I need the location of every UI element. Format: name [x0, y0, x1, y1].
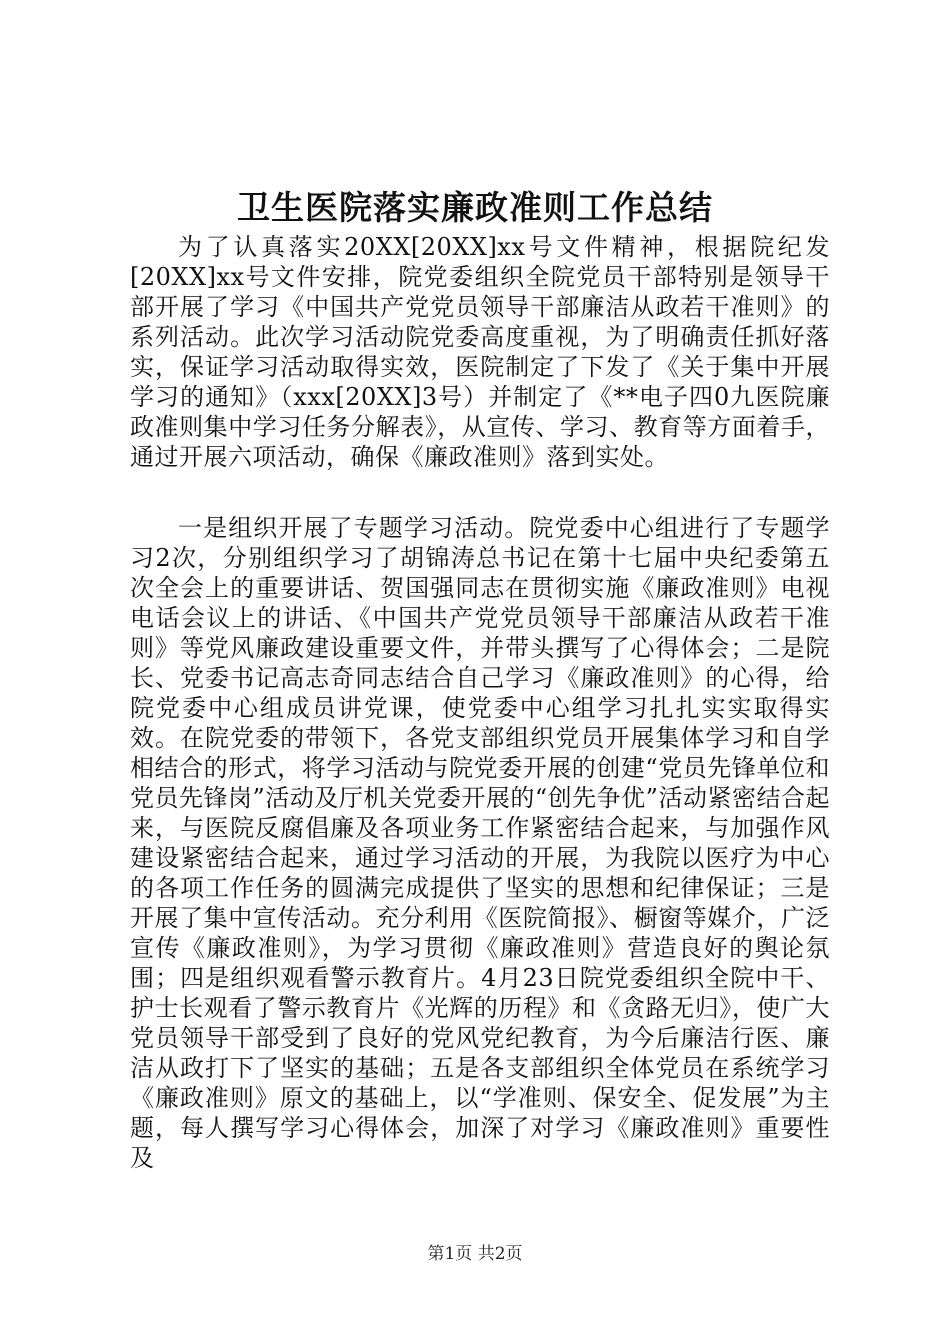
paragraph-intro: 为了认真落实20XX[20XX]xx号文件精神，根据院纪发[20XX]xx号文件安排，院党委组织全院党员干部特别是领导干部开展了学习《中国共产党党员领导干部廉洁从政若干准则》的系列活动。此次学习活动院党委高度重视，为了明确责任抓好落实，保证学习活动取得实效，医院制定了下发了《关于集中开展学习的通知》（xxx[20XX]3号）并制定了《**电子四0九医院廉政准则集中学习任务分解表》，从宣传、学习、教育等方面着手，通过开展六项活动，确保《廉政准则》落到实处。: [130, 233, 830, 471]
paragraph-activities: 一是组织开展了专题学习活动。院党委中心组进行了专题学习2次，分别组织学习了胡锦涛总书记在第十七届中央纪委第五次全会上的重要讲话、贺国强同志在贯彻实施《廉政准则》电视电话会议上的讲话、《中国共产党党员领导干部廉洁从政若干准则》等党风廉政建设重要文件，并带头撰写了心得体会；二是院长、党委书记高志奇同志结合自己学习《廉政准则》的心得，给院党委中心组成员讲党课，使党委中心组学习扎扎实实取得实效。在院党委的带领下，各党支部组织党员开展集体学习和自学相结合的形式，将学习活动与院党委开展的创建“党员先锋单位和党员先锋岗”活动及厅机关党委开展的“创先争优”活动紧密结合起来，与医院反腐倡廉及各项业务工作紧密结合起来，与加强作风建设紧密结合起来，通过学习活动的开展，为我院以医疗为中心的各项工作任务的圆满完成提供了坚实的思想和纪律保证；三是开展了集中宣传活动。充分利用《医院简报》、橱窗等媒介，广泛宣传《廉政准则》，为学习贯彻《廉政准则》营造良好的舆论氛围；四是组织观看警示教育片。4月23日院党委组织全院中干、护士长观看了警示教育片《光辉的历程》和《贪路无归》，使广大党员领导干部受到了良好的党风党纪教育，为今后廉洁行医、廉洁从政打下了坚实的基础；五是各支部组织全体党员在系统学习《廉政准则》原文的基础上，以“学准则、保安全、促发展”为主题，每人撰写学习心得体会，加深了对学习《廉政准则》重要性及: [130, 514, 830, 1172]
document-title: 卫生医院落实廉政准则工作总结: [237, 188, 713, 227]
page-number-footer: 第1页 共2页: [427, 1244, 523, 1264]
